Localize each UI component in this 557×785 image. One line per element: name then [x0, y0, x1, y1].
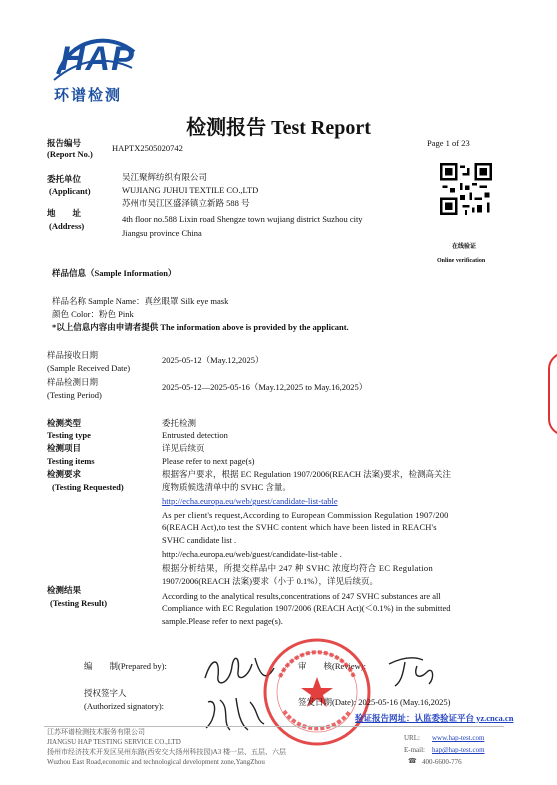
period-value: 2025-05-12—2025-05-16（May.12,2025 to May.16,2025） — [162, 382, 368, 392]
company-seal — [262, 637, 372, 747]
requested-url: http://echa.europa.eu/web/guest/candidate-list-table . — [162, 549, 342, 559]
sample-note: *以上信息内容由申请者提供 The information above is provided by the applicant. — [52, 322, 349, 332]
reviewed-by-label: 审 核(Review): — [298, 661, 366, 671]
requested-link[interactable]: http://echa.europa.eu/web/guest/candidate-list-table — [162, 496, 338, 506]
requested-en-3: SVHC candidate list . — [162, 535, 237, 545]
sample-info-header: 样品信息（Sample Information） — [52, 268, 177, 278]
footer-tel: 400-6600-776 — [422, 758, 462, 766]
requested-cn-1: 根据客户要求，根据 EC Regulation 1907/2006(REACH 法案)要求，检测高关注 — [162, 469, 451, 479]
verify-link[interactable]: 验证报告网址：认监委验证平台 yz.cnca.cn — [355, 713, 514, 723]
hap-logo — [50, 28, 140, 108]
footer-company-cn: 江苏环谱检测技术服务有限公司 — [47, 728, 145, 736]
period-label-en: (Testing Period) — [47, 390, 102, 400]
received-label-en: (Sample Received Date) — [47, 363, 131, 373]
footer-url-label: URL: — [404, 734, 420, 742]
applicant-name-cn: 吴江聚辉纺织有限公司 — [122, 172, 208, 182]
reviewed-signature-icon — [383, 650, 443, 690]
qr-label-en: Online verification — [437, 258, 486, 264]
received-value: 2025-05-12（May.12,2025） — [162, 355, 264, 365]
report-no-label-en: (Report No.) — [47, 149, 93, 159]
prepared-by-label: 编 制(Prepared by): — [84, 661, 167, 671]
test-type-label-en: Testing type — [47, 430, 91, 440]
test-items-value-en: Please refer to next page(s) — [162, 456, 255, 466]
applicant-label-en: (Applicant) — [49, 186, 91, 196]
test-items-value-cn: 详见后续页 — [162, 443, 205, 453]
issue-date: 签发日期(Date): 2025-05-16 (May.16,2025) — [298, 697, 451, 707]
logo-name-cn: 环谱检测 — [54, 86, 123, 104]
test-items-label-cn: 检测项目 — [47, 443, 82, 453]
result-cn-2: 1907/2006(REACH 法案)要求（小于 0.1%），详见后续页。 — [162, 576, 379, 586]
address-en-2: Jiangsu province China — [122, 228, 202, 238]
footer-url[interactable]: www.hap-test.com — [432, 734, 485, 742]
sample-name: 样品名称 Sample Name：真丝眼罩 Silk eye mask — [52, 296, 229, 306]
page-title: 检测报告 Test Report — [186, 117, 371, 139]
address-label-en: (Address) — [49, 221, 85, 231]
result-label-en: (Testing Result) — [50, 598, 108, 608]
applicant-label-cn: 委托单位 — [47, 174, 82, 184]
report-no-value: HAPTX2505020742 — [112, 143, 183, 153]
requested-cn-2: 度物质候选清单中的 SVHC 含量。 — [162, 482, 291, 492]
received-label-cn: 样品接收日期 — [47, 350, 99, 360]
result-en-1: According to the analytical results,concentrations of 247 SVHC substances are all — [162, 591, 441, 601]
requested-en-1: As per client's request,According to European Commission Regulation 1907/200 — [162, 510, 449, 520]
footer-company-en: JIANGSU HAP TESTING SERVICE CO.,LTD — [47, 738, 181, 746]
address-label-cn: 地 址 — [47, 208, 82, 218]
address-en-1: 4th floor no.588 Lixin road Shengze town wujiang district Suzhou city — [122, 214, 363, 224]
footer-addr-cn: 扬州市经济技术开发区吴州东路(西安交大扬州科技园)A3 楼一层、五层、六层 — [47, 748, 286, 756]
test-type-value-cn: 委托检测 — [162, 418, 197, 428]
authorized-signature-icon — [200, 690, 270, 736]
qr-label-cn: 在线验证 — [452, 244, 477, 250]
footer-email[interactable]: hap@hap-test.com — [432, 746, 485, 754]
result-en-2: Compliance with EC Regulation 1907/2006 (REACH Act)(＜0.1%) in the submitted — [162, 603, 451, 613]
footer-divider — [44, 726, 504, 727]
phone-icon: ☎ — [408, 757, 417, 765]
requested-label-en: (Testing Requested) — [52, 482, 124, 492]
applicant-name-en: WUJIANG JUHUI TEXTILE CO.,LTD — [122, 185, 259, 195]
edge-stamp-fragment — [548, 352, 557, 436]
footer-addr-en: Wuzhou East Road,economic and technological development zone,YangZhou — [47, 758, 265, 766]
period-label-cn: 样品检测日期 — [47, 377, 99, 387]
requested-label-cn: 检测要求 — [47, 469, 82, 479]
page-number: Page 1 of 23 — [427, 138, 470, 148]
result-label-cn: 检测结果 — [47, 585, 82, 595]
test-items-label-en: Testing items — [47, 456, 95, 466]
report-no-label-cn: 报告编号 — [47, 138, 82, 148]
test-type-label-cn: 检测类型 — [47, 418, 82, 428]
result-en-3: sample.Please refer to next page(s). — [162, 616, 283, 626]
authorized-label-en: (Authorized signatory): — [84, 701, 165, 711]
logo-text: HAP — [60, 40, 135, 78]
requested-en-2: 6(REACH Act),to test the SVHC content which have been listed in REACH's — [162, 522, 437, 532]
result-cn-1: 根据分析结果，所提交样品中 247 种 SVHC 浓度均符合 EC Regulation — [162, 563, 434, 573]
sample-color: 颜色 Color：粉色 Pink — [52, 309, 134, 319]
test-type-value-en: Entrusted detection — [162, 430, 228, 440]
qr-code-icon[interactable] — [440, 163, 492, 215]
address-cn: 苏州市吴江区盛泽镇立新路 588 号 — [122, 198, 250, 208]
authorized-label-cn: 授权签字人 — [84, 688, 127, 698]
footer-email-label: E-mail: — [404, 746, 425, 754]
